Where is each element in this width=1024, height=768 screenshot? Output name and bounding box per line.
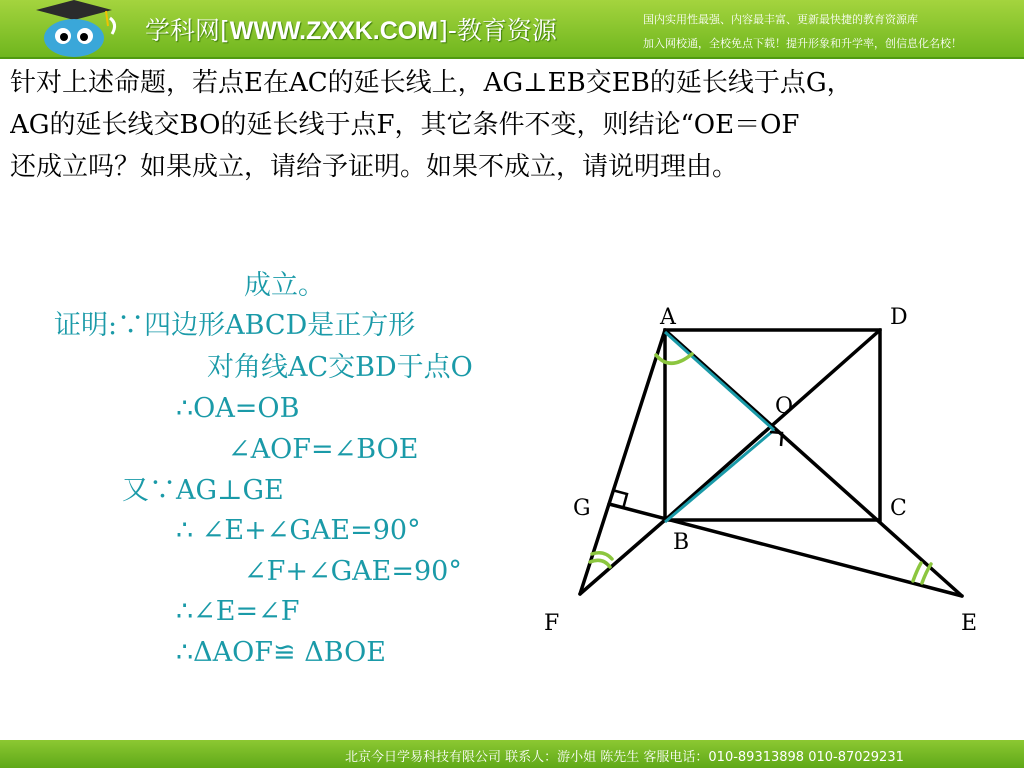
site-footer (0, 740, 1024, 768)
segment-ao (665, 332, 774, 430)
site-name-suffix: ]-教育资源 (438, 16, 557, 45)
angle-mark-f-2 (590, 560, 610, 567)
right-angle-mark-o (770, 432, 782, 446)
footer-contact: 北京今日学易科技有限公司 联系人：游小姐 陈先生 客服电话：010-89313898 010-87029231 (345, 750, 904, 765)
label-b: B (673, 530, 690, 555)
proof-line-9: ∴∠E=∠F (176, 596, 300, 627)
problem-line-2: AG的延长线交BO的延长线于点F，其它条件不变，则结论“OE＝OF (10, 110, 800, 140)
figure-lines (580, 330, 962, 596)
label-a: A (660, 305, 676, 330)
label-o: O (775, 394, 794, 419)
slogan-line-2: 加入网校通，全校免点下载！提升形象和升学率，创信息化名校！ (643, 37, 962, 50)
problem-line-1: 针对上述命题，若点E在AC的延长线上，AG⊥EB交EB的延长线于点G， (10, 68, 853, 98)
angle-mark-gae (656, 354, 692, 363)
slogan-line-1: 国内实用性最强、内容最丰富、更新最快捷的教育资源库 (643, 13, 918, 26)
problem-line-3: 还成立吗？如果成立，请给予证明。如果不成立，请说明理由。 (10, 152, 739, 182)
label-f: F (544, 611, 560, 636)
proof-line-5: ∠AOF=∠BOE (228, 434, 419, 465)
angle-mark-e-2 (922, 564, 931, 583)
proof-line-3: 对角线AC交BD于点O (207, 352, 473, 383)
proof-line-8: ∠F+∠GAE=90° (244, 556, 462, 587)
proof-line-1: 成立。 (244, 270, 325, 301)
site-name-prefix: 学科网[ (145, 16, 230, 45)
proof-line-7: ∴ ∠E+∠GAE=90° (176, 515, 421, 546)
label-c: C (890, 496, 907, 521)
label-g: G (573, 496, 591, 521)
angle-mark-f-1 (592, 553, 612, 559)
problem-statement (10, 62, 1020, 188)
site-url-link[interactable]: WWW.ZXXK.COM (229, 17, 439, 45)
proof-line-4: ∴OA=OB (176, 393, 300, 424)
label-e: E (961, 611, 978, 636)
segment-ob (665, 430, 774, 522)
geometry-figure (535, 295, 995, 645)
mascot-logo-icon (26, 0, 122, 57)
proof-line-6: 又∵AG⊥GE (122, 475, 284, 506)
angle-mark-e-1 (913, 563, 921, 581)
label-d: D (890, 305, 908, 330)
site-header (0, 0, 1024, 59)
proof-line-2: 证明:∵四边形ABCD是正方形 (54, 310, 416, 341)
site-name[interactable] (145, 11, 557, 47)
proof-line-10: ∴ΔAOF≌ ΔBOE (176, 637, 386, 668)
